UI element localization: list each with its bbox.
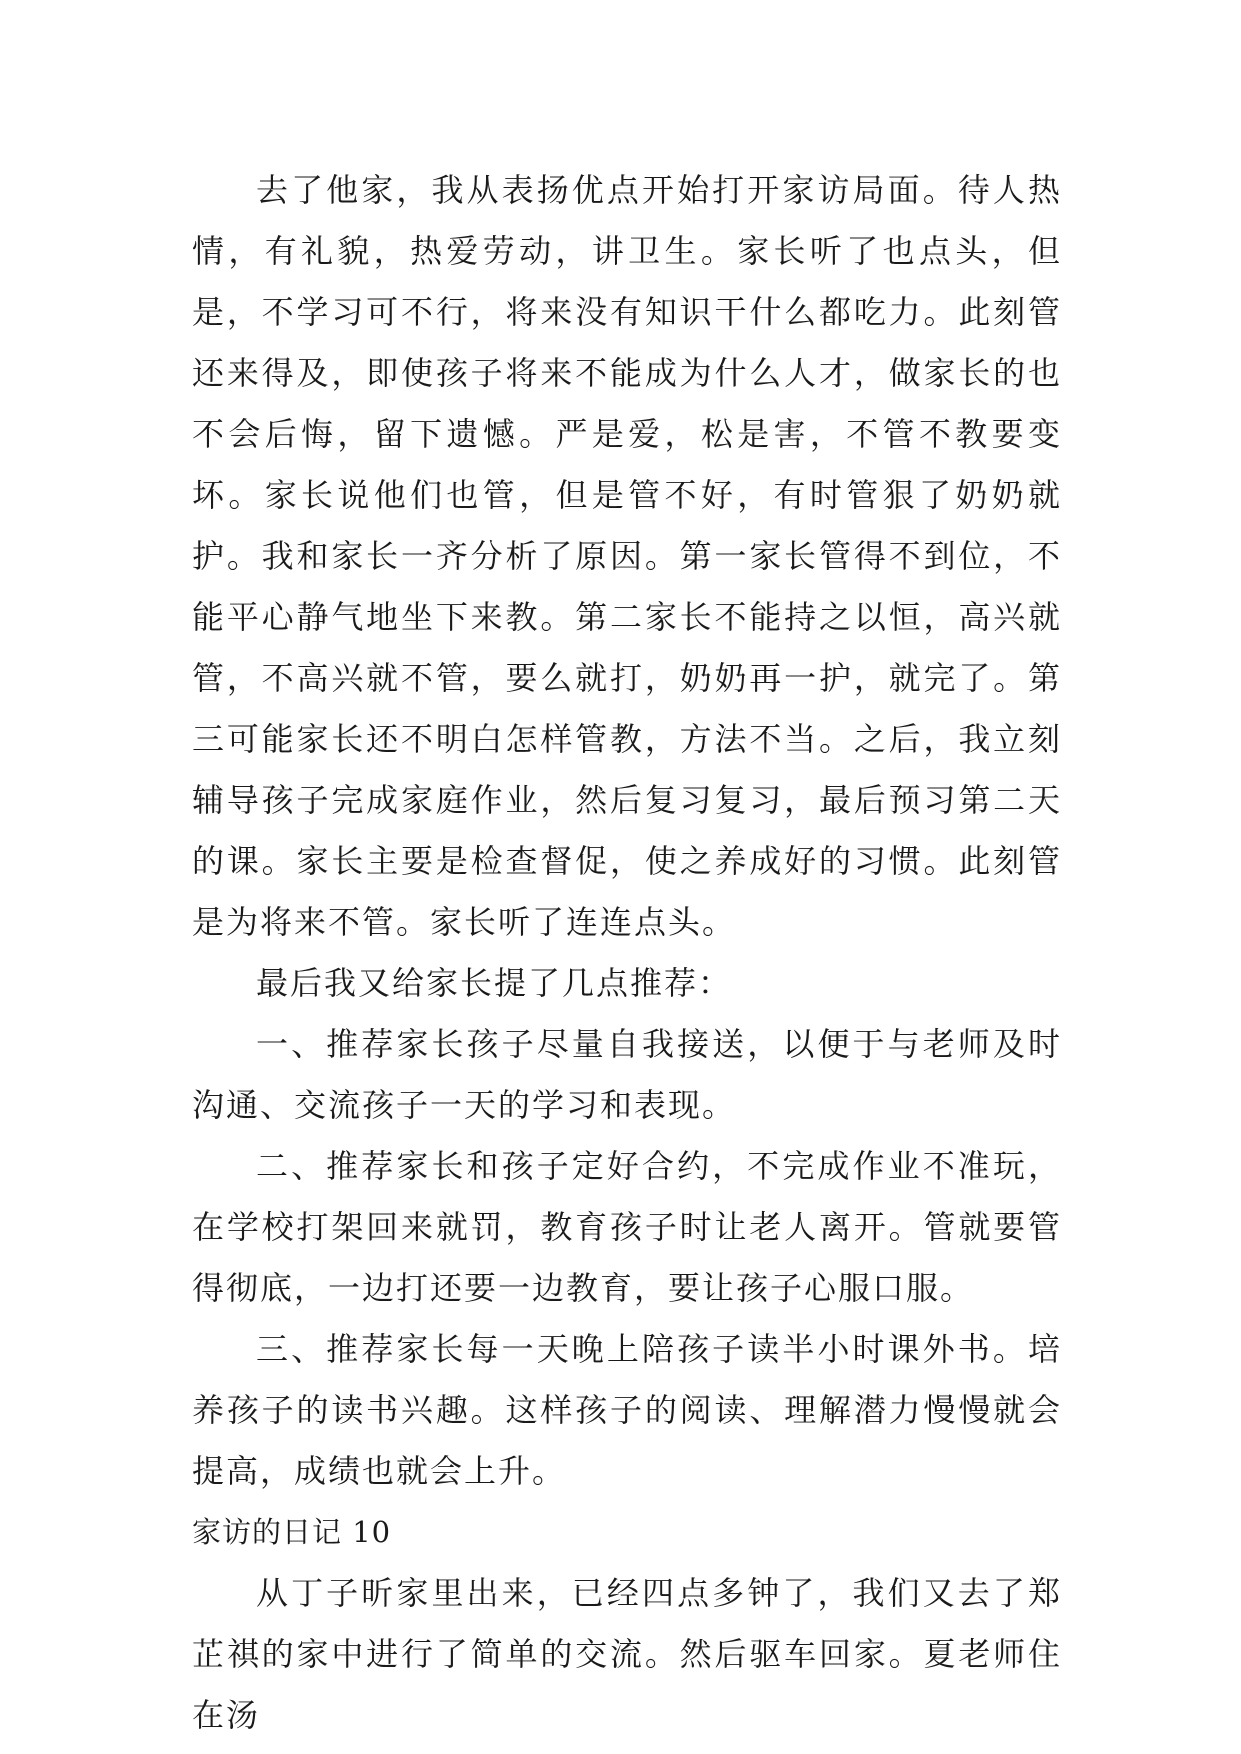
paragraph-diary-10-opening: 从丁子昕家里出来，已经四点多钟了，我们又去了郑芷祺的家中进行了简单的交流。然后驱车回家。夏老师住在汤 [192, 1574, 1062, 1734]
paragraph-recommendation-2: 二、推荐家长和孩子定好合约，不完成作业不准玩，在学校打架回来就罚，教育孩子时让老人离开。管就要管得彻底，一边打还要一边教育，要让孩子心服口服。 [192, 1147, 1062, 1307]
paragraph-home-visit-analysis: 去了他家，我从表扬优点开始打开家访局面。待人热情，有礼貌，热爱劳动，讲卫生。家长听了也点头，但是，不学习可不行，将来没有知识干什么都吃力。此刻管还来得及，即使孩子将来不能成为什么人才，做家长的也不会后悔，留下遗憾。严是爱，松是害，不管不教要变坏。家长说他们也管，但是管不好，有时管狠了奶奶就护。我和家长一齐分析了原因。第一家长管得不到位，不能平心静气地坐下来教。第二家长不能持之以恒，高兴就管，不高兴就不管，要么就打，奶奶再一护，就完了。第三可能家长还不明白怎样管教，方法不当。之后，我立刻辅导孩子完成家庭作业，然后复习复习，最后预习第二天的课。家长主要是检查督促，使之养成好的习惯。此刻管是为将来不管。家长听了连连点头。 [192, 171, 1062, 941]
section-heading: 家访的日记 10 [192, 1515, 392, 1549]
paragraph-recommendations-intro: 最后我又给家长提了几点推荐： [256, 964, 733, 1002]
paragraph-recommendation-3: 三、推荐家长每一天晚上陪孩子读半小时课外书。培养孩子的读书兴趣。这样孩子的阅读、理解潜力慢慢就会提高，成绩也就会上升。 [192, 1330, 1062, 1490]
paragraph-recommendation-1: 一、推荐家长孩子尽量自我接送，以便于与老师及时沟通、交流孩子一天的学习和表现。 [192, 1025, 1062, 1124]
document-body [192, 160, 1062, 1746]
